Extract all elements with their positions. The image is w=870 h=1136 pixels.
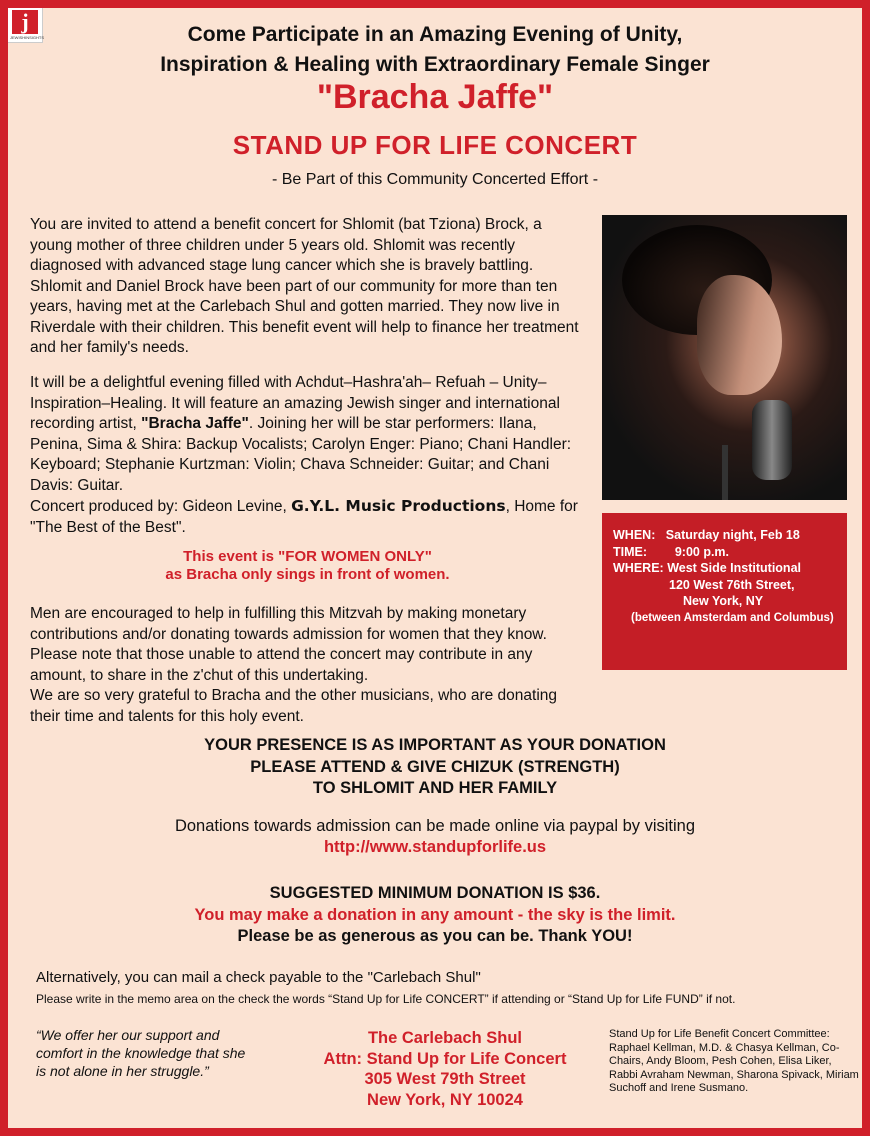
address-city: New York, NY 10024 — [367, 1090, 523, 1109]
program-text-b: . Joining her will be star performers: Ilana, Penina, Sima & Shira: Backup Vocalists; Carolyn Enger: Piano; Chani Handler: Keyboard; Stephanie Kurtzman: Violin; Chava Schneider: Guitar; and Chani Davis: Guitar. — [30, 415, 572, 494]
when-value: Saturday night, Feb 18 — [665, 528, 800, 542]
headline — [8, 20, 862, 80]
presence-line2: PLEASE ATTEND & GIVE CHIZUK (STRENGTH) — [250, 757, 620, 776]
where-label: WHERE: — [613, 561, 664, 575]
address-line2: New York, NY — [683, 594, 764, 608]
when-label: WHEN: — [613, 528, 656, 542]
event-details-box — [602, 513, 847, 670]
program-singer: "Bracha Jaffe" — [141, 415, 249, 432]
women-line2: as Bracha only sings in front of women. — [165, 566, 450, 583]
where-row — [613, 560, 847, 577]
producer-text-b: , Home for "The Best of the Best". — [30, 498, 578, 536]
donation-text: Donations towards admission can be made online via paypal by visiting — [174, 817, 696, 835]
men-text: Men are encouraged to help in fulfilling this Mitzvah by making monetary contributions and/or donating towards admission for women that they know. Please note that those unable to attend the concert may contribute in any amount, to share in the z'chut of this undertaking. — [30, 605, 547, 684]
when-row — [613, 527, 847, 544]
producer-text: Concert produced by: Gideon Levine, — [30, 498, 292, 515]
time-row — [613, 544, 847, 561]
mailing-address — [300, 1028, 590, 1110]
program-text-a: It will be a delightful evening filled with Achdut–Hashra'ah– Refuah – Unity–Inspiration–Healing. It will feature an amazing Jewish singer and international recording artist, — [30, 374, 560, 432]
logo-mark: j — [12, 10, 38, 34]
program-paragraph — [30, 373, 585, 538]
address-street: 305 West 79th Street — [364, 1070, 526, 1088]
time-label: TIME: — [613, 544, 648, 559]
suggested-donation — [8, 883, 862, 948]
donation-info — [8, 816, 862, 858]
women-only-notice — [30, 548, 585, 584]
any-amount: You may make a donation in any amount - the sky is the limit. — [194, 905, 676, 924]
women-line1: This event is "FOR WOMEN ONLY" — [183, 548, 432, 565]
singer-name: "Bracha Jaffe" — [316, 78, 554, 116]
memo-instructions: Please write in the memo area on the check the words “Stand Up for Life CONCERT” if attending or “Stand Up for Life FUND” if not. — [36, 992, 736, 1006]
intro-paragraph: You are invited to attend a benefit concert for Shlomit (bat Tziona) Brock, a young mother of three children under 5 years old. Shlomit was recently diagnosed with advanced stage lung cancer which she is bravely battling. Shlomit and Daniel Brock have been part of our community for more than ten years, having met at the Carlebach Shul and gotten married. They now live in Riverdale with their children. This benefit event will help to finance her treatment and her family's needs. — [30, 216, 579, 356]
presence-line1: YOUR PRESENCE IS AS IMPORTANT AS YOUR DONATION — [204, 736, 666, 754]
headline-line1: Come Participate in an Amazing Evening of Unity, — [187, 23, 683, 46]
thank-you: Please be as generous as you can be. Thank YOU! — [237, 927, 633, 945]
address-org: The Carlebach Shul — [367, 1029, 523, 1047]
photo-mic-stand — [722, 445, 728, 500]
mail-check-text: Alternatively, you can mail a check payable to the "Carlebach Shul" — [36, 969, 481, 986]
time-value: 9:00 p.m. — [674, 544, 730, 559]
cross-streets: (between Amsterdam and Columbus) — [631, 611, 834, 624]
men-paragraph — [30, 604, 585, 727]
committee-list: Stand Up for Life Benefit Concert Committee: Raphael Kellman, M.D. & Chasya Kellman, Co-Chairs, Andy Bloom, Pesh Cohen, Elisa Liker, Rabbi Avraham Newman, Sharona Spivack, Miriam Suchoff and Irene Susmano. — [609, 1028, 859, 1094]
presence-message — [8, 735, 862, 800]
donation-link[interactable]: http://www.standupforlife.us — [323, 838, 547, 856]
where-value: West Side Institutional — [667, 561, 801, 575]
presence-line3: TO SHLOMIT AND HER FAMILY — [312, 779, 558, 797]
headline-line2: Inspiration & Healing with Extraordinary Female Singer — [160, 53, 710, 76]
singer-photo — [602, 215, 847, 500]
address-attn: Attn: Stand Up for Life Concert — [323, 1049, 567, 1068]
concert-title: STAND UP FOR LIFE CONCERT — [232, 130, 638, 160]
grateful-text: We are so very grateful to Bracha and the other musicians, who are donating their time and talents for this holy event. — [30, 687, 558, 725]
microphone-icon — [752, 400, 792, 480]
tagline: - Be Part of this Community Concerted Effort - — [271, 171, 599, 188]
minimum-donation: SUGGESTED MINIMUM DONATION IS $36. — [269, 884, 601, 902]
producer-name: G.Y.L. Music Productions — [291, 497, 506, 515]
support-quote: “We offer her our support and comfort in the knowledge that she is not alone in her struggle.” — [36, 1027, 246, 1079]
logo-caption: JEWISHINSIGHTS — [10, 35, 45, 40]
address-line1: 120 West 76th Street, — [669, 577, 795, 592]
